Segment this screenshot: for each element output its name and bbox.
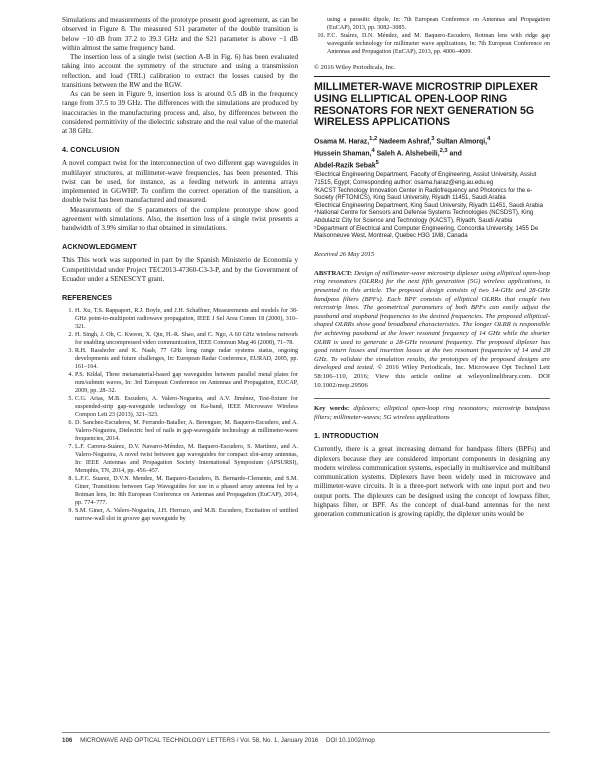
page-footer — [62, 732, 550, 744]
references-heading: REFERENCES — [62, 293, 113, 302]
reference-text: L.F.C. Suarez, D.V.N. Mendez, M. Baquero-Escudero, B. Bernardo-Clemente, and S.M. Giner, Transitions between Gap Waveguides for use in a phased array antenna fed by a Rotman lens, In: 8th European Conference on Antennas and Propagation (EuCAP), 2014, pp. 774–777. — [75, 476, 298, 506]
affiliation: ²KACST Technology Innovation Center in Radiofrequency and Photonics for the e-Society (RFTONICS), King Saud University, Riyadh 11451, Saudi Arabia — [314, 187, 533, 202]
reference-item — [314, 32, 550, 56]
reference-item — [62, 371, 298, 395]
reference-text: S.M. Giner, A. Valero-Nogueira, J.H. Herruzo, and M.B. Escudero, Excitation of untilted narrow-wall slot in groove gap waveguide by — [75, 508, 298, 522]
affiliation: ³Electrical Engineering Department, King Saud University, Riyadh 11451, Saudi Arabia — [314, 202, 543, 209]
reference-text: C.G. Arias, M.B. Escudero, A. Valero-Nogueira, and A.V. Jiménez, Test-fixture for suspended-strip gap-waveguide technology on Ka-band, IEEE Microwave Wireless Compon Lett 23 (2013), 321–323. — [75, 396, 298, 418]
left-column — [62, 16, 298, 523]
reference-item — [62, 395, 298, 419]
reference-number: 7. — [68, 444, 73, 450]
reference-text: using a parasitic dipole, In: 7th European Conference on Antennas and Propagation (EuCAP), 2013, pp. 3082–3085. — [327, 17, 550, 31]
author-name: Saleh A. Alshebeili, — [374, 150, 440, 158]
acknowledgment-heading: ACKNOWLEDGMENT — [62, 242, 137, 252]
reference-item — [62, 443, 298, 475]
reference-list — [62, 307, 298, 523]
reference-number: 4. — [68, 372, 73, 378]
reference-item — [62, 507, 298, 523]
abstract-citation: © 2016 Wiley Periodicals, Inc. Microwave Opt Technol Lett 58:106–110, 2016; View this article online at wileyonlinelibrary.com. DOI 10.1002/mop.29506 — [314, 364, 550, 389]
abstract-label: ABSTRACT: — [314, 269, 353, 277]
author-affil-sup: 1,2 — [369, 136, 378, 143]
abstract-text: Design of millimeter-wave microstrip diplexer using elliptical open-loop ring resonators (OLRRs) for the next fifth generation (5G) wireless applications, is presented in this article. The proposed design consists of two 14-GHz and 28-GHz bandpass filters (BPFs). Each BPF consists of elliptical OLRRs that couple two microstrip lines. The geometrical parameters of both BPFs can easily adjust the passband and stopband frequencies to the desired frequencies. The proposed elliptical-shaped OLRRs show good broadband characteristics. The longer OLRR is responsible for achieving passband at the lower resonant frequency of 14 GHz while the shorter OLRR is used to generate a 28-GHz resonant frequency. The proposed diplexer has good return losses and insertion losses at the two resonant frequencies of 14 and 28 GHz. To validate the simulation results, the prototypes of the proposed designs are developed and tested. — [314, 269, 550, 372]
author-name: Sultan Almorqi, — [434, 138, 488, 146]
author-name: Hussein Shaman, — [314, 150, 372, 158]
reference-item — [314, 16, 550, 32]
reference-text: L.F. Carrera-Suárez, D.V. Navarro-Méndez, M. Baquero-Escudero, S. Martínez, and A. Valero-Nogueira, A novel twist between gap waveguides for compact slot-array antennas, In: IEEE Antennas and Propagation Society International Symposium (APSURSI), Memphis, TN, 2014, pp. 456–457. — [75, 444, 298, 474]
reference-text: H. Singh, J. Oh, C. Kweon, X. Qin, H.-R. Shao, and C. Ngo, A 60 GHz wireless network for enabling uncompressed video communication, IEEE Commun Mag 46 (2008), 71–78. — [75, 332, 298, 346]
reference-item — [62, 331, 298, 347]
article-divider — [314, 76, 550, 77]
reference-number: 8. — [68, 476, 73, 482]
reference-text: F.C. Suárez, D.N. Méndez, and M. Baquero-Escudero, Rotman lens with ridge gap waveguide technology for millimeter wave applications, In: 7th European Conference on Antennas and Propagation (EuCAP), 2013, pp. 4006–4009. — [327, 33, 550, 55]
paragraph: As can be seen in Figure 9, insertion loss is around 0.5 dB in the frequency range from 37.5 to 39 GHz. The differences with the simulations are produced by inaccuracies in the manufacturing process and, also, by differences between the considered permittivity of the dielectric substrate and the real value of the material at 38 GHz. — [62, 90, 298, 135]
copyright-notice: © 2016 Wiley Periodicals, Inc. — [314, 64, 396, 71]
author-name: Osama M. Haraz, — [314, 138, 370, 146]
reference-text: D. Sanchez-Escuderos, M. Ferrando-Bataller, A. Berenguer, M. Baquero-Escudero, and A. Valero-Nogueira, Dielectric bed of nails in gap-waveguide technology at millimeter-wave frequencies, 2014. — [75, 420, 298, 442]
reference-item — [62, 475, 298, 507]
article-title: MILLIMETER-WAVE MICROSTRIP DIPLEXER USING ELLIPTICAL OPEN-LOOP RING RESONATORS FOR NEXT GENERATION 5G WIRELESS APPLICATIONS — [314, 81, 538, 129]
author-affil-sup: 4 — [487, 136, 491, 143]
abstract — [314, 270, 550, 390]
paragraph: The insertion loss of a single twist (section A-B in Fig. 6) has been evaluated taking into account the symmetry of the structure and using a transmission reflection, and load (TRL) calibration to extract the losses caused by the transitions between the RW and the RGW. — [62, 53, 298, 89]
reference-list-continued — [314, 16, 550, 56]
author-name: Abdel-Razik Sebak — [314, 162, 376, 170]
reference-number: 3. — [68, 348, 73, 354]
reference-number: 10. — [317, 33, 325, 39]
introduction-heading: 1. INTRODUCTION — [314, 431, 379, 441]
author-name: Nadeem Ashraf, — [377, 138, 432, 146]
reference-item — [62, 419, 298, 443]
keywords-label: Key words: — [314, 405, 350, 413]
author-list — [314, 135, 550, 171]
doi-text: DOI 10.1002/mop — [325, 737, 375, 744]
paragraph: A novel compact twist for the interconnection of two different gap waveguides in multilayer structures, at millimeter-wave frequencies, has been presented. This twist can be used, for instance, as a feeding network in antenna arrays implemented in GGWHP. To confirm the correct operation of the transition, a double twist has been manufactured and measured. — [62, 159, 298, 205]
author-affil-sup: 4 — [371, 148, 375, 155]
affiliation: ⁵Department of Electrical and Computer Engineering, Concordia University, 1455 De Maisonneuve West, Montreal, Quebec H3G 1M8, Canada — [314, 225, 539, 240]
conclusion-heading: 4. CONCLUSION — [62, 145, 120, 155]
affiliation: ¹Electrical Engineering Department, Faculty of Engineering, Assiut University, Assiut 71515, Egypt; Corresponding author: osama.haraz@eng.au.edu.eg — [314, 172, 537, 187]
author-affil-sup: 2,3 — [439, 148, 448, 155]
introduction-text: Currently, there is a great increasing demand for bandpass filters (BPFs) and diplexers because they are considered important components in designing any modern wireless communication systems, especially in multiservice and multiband communication systems. Diplexers have been widely used in microwave and millimeter-wave circuits. It is a three-port network with one input port and two output ports. The diplexers can be designed using the concept of lowpass filter, highpass filter, or BPF. As the concept of dual-band antennas for the next generation communication is growing rapidly, the diplexer units would be — [314, 445, 550, 519]
received-date: Received 26 May 2015 — [314, 250, 375, 258]
journal-info: MICROWAVE AND OPTICAL TECHNOLOGY LETTERS / Vol. 58, No. 1, January 2016 — [80, 737, 319, 744]
author-affil-sup: 5 — [375, 160, 379, 167]
paragraph: Simulations and measurements of the prototype present good agreement, as can be observed in Figure 8. The measured S11 parameter of the double transition is below −10 dB from 37.2 to 39.3 GHz and the S21 parameter is above −1 dB within almost the same frequency band. — [62, 16, 298, 52]
reference-text: H. Xu, T.S. Rappaport, R.J. Boyle, and J.H. Schaffner, Measurements and models for 38-GHz point-to-multipoint radiowave propagation, IEEE J Sel Area Comm 18 (2000), 310–321. — [75, 308, 298, 330]
reference-number: 9. — [68, 508, 73, 514]
right-column — [314, 16, 550, 519]
reference-number: 2. — [68, 332, 73, 338]
affiliation: ⁴National Centre for Sensors and Defense Systems Technologies (NCSDST), King Abdulaziz City for Science and Technology (KACST), Riyadh, Saudi Arabia — [314, 210, 534, 225]
reference-text: R.H. Rasshofer and K. Naab, 77 GHz long range radar systems status, ongoing developments and future challenges, In: European Radar Conference, EURAD, 2005, pp. 161–164. — [75, 348, 298, 370]
reference-number: 5. — [68, 396, 73, 402]
reference-number: 1. — [68, 308, 73, 314]
keywords — [314, 405, 550, 422]
reference-number: 6. — [68, 420, 73, 426]
affiliation-list — [314, 172, 550, 240]
paragraph: Measurements of the S parameters of the complete prototype show good agreement with simulations. Also, the insertion loss of a single twist presents a bandwidth of 3.9% similar to that obtained in simulations. — [62, 205, 298, 232]
author-affil-sup: 3 — [431, 136, 435, 143]
reference-item — [62, 347, 298, 371]
reference-text: P.S. Kildal, Three metamaterial-based gap waveguides between parallel metal plates for mm/submm waves, In: 3rd European Conference on Antennas and Propagation, EUCAP, 2009, pp. 28–32. — [75, 372, 298, 394]
reference-item — [62, 307, 298, 331]
keywords-divider — [314, 398, 550, 399]
keywords-text: diplexers; elliptical open-loop ring resonators; microstrip bandpass filters; millimeter-waves; 5G wireless applications — [314, 405, 550, 421]
page-number: 106 — [62, 737, 73, 744]
acknowledgment-text: This This work was supported in part by the Spanish Ministerio de Economía y Competitividad under Project TEC2013-47360-C3-3-P, and by the Government of Ecuador under a SENESCYT grant. — [62, 256, 298, 283]
author-name: and — [447, 150, 462, 158]
